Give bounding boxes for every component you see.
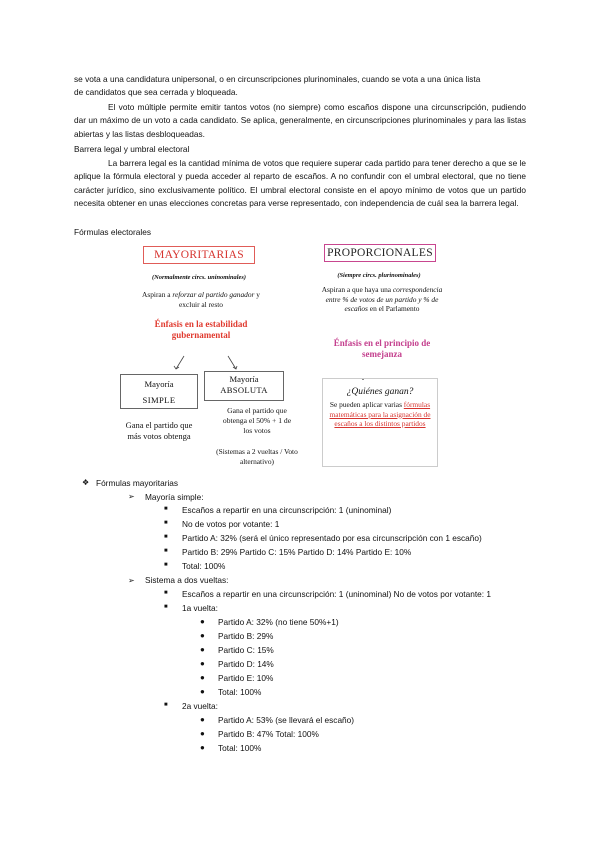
mayoritarias-title-box: MAYORITARIAS — [143, 246, 255, 264]
diamond-bullet-icon: ❖ — [82, 478, 90, 487]
list-item: Partido D: 14% — [218, 659, 274, 669]
dot-bullet-icon: ● — [200, 631, 205, 640]
mayoria-absoluta-box — [204, 371, 284, 401]
box-line: Mayoría — [229, 374, 259, 384]
arrow-bullet-icon: ➢ — [128, 492, 135, 501]
blurb-text: y excluir al resto — [179, 290, 260, 309]
paragraph-line: de candidatos que sea cerrada y bloqueada. — [74, 87, 238, 98]
list-item: Partido B: 47% Total: 100% — [218, 729, 319, 739]
formulas-diagram — [118, 238, 448, 488]
blurb-text: en el Parlamento — [367, 304, 420, 313]
mayoria-absoluta-note: (Sistemas a 2 vueltas / Voto alternativo) — [216, 447, 298, 466]
list-item: Partido B: 29% — [218, 631, 274, 641]
list-item: Partido B: 29% Partido C: 15% Partido D: 14% Partido E: 10% — [182, 547, 412, 557]
proporcionales-emphasis: Énfasis en el principio de semejanza — [333, 338, 431, 359]
paragraph-intro — [74, 73, 526, 100]
list-item: Total: 100% — [218, 687, 262, 697]
list-mayoria-simple: Mayoría simple: — [145, 492, 204, 502]
square-bullet-icon: ■ — [164, 506, 168, 512]
answer-text: Se pueden aplicar varias — [329, 400, 404, 409]
answer-highlight: fórmulas matemáticas para la asignación de escaños a los distintos partidos — [329, 400, 431, 428]
square-bullet-icon: ■ — [164, 604, 168, 610]
list-item: Escaños a repartir en una circunscripción: 1 (uninominal) — [182, 505, 392, 515]
dot-bullet-icon: ● — [200, 659, 205, 668]
blurb-italic: reforzar al partido ganador — [172, 290, 255, 299]
blurb-text: Aspiran a — [142, 290, 173, 299]
list-item: Partido C: 15% — [218, 645, 274, 655]
dot-bullet-icon: ● — [200, 617, 205, 626]
quienes-ganan-answer — [323, 400, 437, 429]
paragraph-voto-multiple: El voto múltiple permite emitir tantos votos (no siempre) como escaños dispone una circunscripción, pudiendo dar un máximo de un voto a cada candidato. Se aplica, generalmente, en circunscripciones plurinominales y para las listas abiertas y las listas desbloqueadas. — [74, 102, 526, 139]
list-item: Partido A: 32% (no tiene 50%+1) — [218, 617, 339, 627]
blurb-italic: correspondencia entre % de votos de un partido y % de escaños — [325, 285, 443, 313]
dot-bullet-icon: ● — [200, 743, 205, 752]
square-bullet-icon: ■ — [164, 562, 168, 568]
dot-bullet-icon: ● — [200, 673, 205, 682]
paragraph-barrera: La barrera legal es la cantidad mínima de votos que requiere superar cada partido para tener derecho a que se le aplique la fórmula electoral y pueda acceder al reparto de escaños. A no confundir con el umbral electoral, que no tiene carácter jurídico, sino exclusivamente político. El umbral electoral consiste en el apoyo mínimo de votos que un partido necesita obtener en unas elecciones concretas para verse representado, con independencia de cuál sea la barrera legal. — [74, 158, 526, 209]
square-bullet-icon: ■ — [164, 520, 168, 526]
mayoria-simple-desc: Gana el partido que más votos obtenga — [125, 420, 193, 441]
mayoritarias-subtitle: (Normalmente circs. uninominales) — [152, 274, 246, 281]
dot-bullet-icon: ● — [200, 715, 205, 724]
box-line: SIMPLE — [142, 395, 176, 405]
box-line: Mayoría — [144, 379, 174, 389]
heading-barrera: Barrera legal y umbral electoral — [74, 144, 190, 154]
list-item: No de votos por votante: 1 — [182, 519, 280, 529]
list-item: Partido A: 32% (será el único representado por esa circunscripción con 1 escaño) — [182, 533, 482, 543]
square-bullet-icon: ■ — [164, 702, 168, 708]
list-item: Partido E: 10% — [218, 673, 274, 683]
list-segunda-vuelta: 2a vuelta: — [182, 701, 218, 711]
heading-formulas: Fórmulas electorales — [74, 227, 152, 237]
blurb-text: Aspiran a que haya una — [321, 285, 393, 294]
dot-bullet-icon: ● — [200, 687, 205, 696]
proporcionales-subtitle: (Siempre circs. plurinominales) — [337, 272, 421, 279]
square-bullet-icon: ■ — [164, 548, 168, 554]
list-primera-vuelta: 1a vuelta: — [182, 603, 218, 613]
proporcionales-blurb — [318, 285, 446, 314]
quienes-ganan-question: ¿Quiénes ganan? — [346, 387, 414, 397]
list-item: Total: 100% — [218, 743, 262, 753]
square-bullet-icon: ■ — [164, 534, 168, 540]
square-bullet-icon: ■ — [164, 590, 168, 596]
arrow-bullet-icon: ➢ — [128, 576, 135, 585]
box-line: ABSOLUTA — [220, 385, 268, 395]
mayoria-simple-box — [120, 374, 198, 409]
list-item: Escaños a repartir en una circunscripción: 1 (uninominal) No de votos por votante: 1 — [182, 589, 491, 599]
list-dos-vueltas: Sistema a dos vueltas: — [145, 575, 229, 585]
dot-bullet-icon: ● — [200, 645, 205, 654]
list-title-mayoritarias: Fórmulas mayoritarias — [96, 478, 179, 488]
quienes-ganan-box — [322, 378, 438, 467]
list-item: Total: 100% — [182, 561, 226, 571]
mayoria-absoluta-desc: Gana el partido que obtenga el 50% + 1 de los votos — [222, 406, 292, 435]
proporcionales-title-box: PROPORCIONALES — [324, 244, 436, 262]
list-item: Partido A: 53% (se llevará el escaño) — [218, 715, 355, 725]
mayoritarias-emphasis: Énfasis en la estabilidad gubernamental — [154, 319, 248, 340]
dot-bullet-icon: ● — [200, 729, 205, 738]
arrow-left — [176, 356, 184, 369]
paragraph-line: se vota a una candidatura unipersonal, o en circunscripciones plurinominales, cuando se vota a una única lista — [74, 74, 481, 84]
arrow-right — [228, 356, 236, 369]
